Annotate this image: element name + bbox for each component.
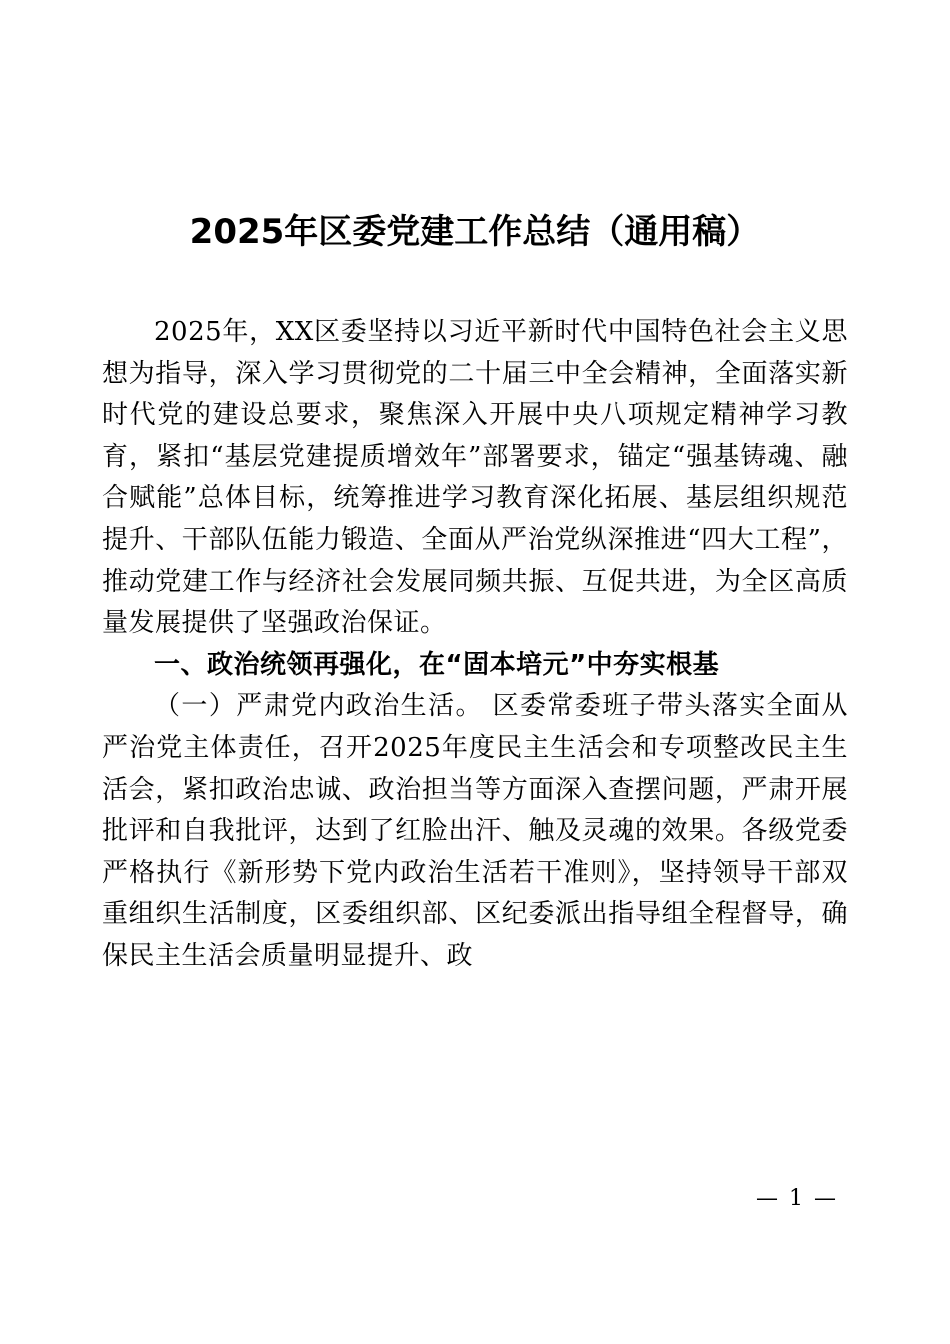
subsection-heading: （一）严肃党内政治生活。 — [154, 691, 483, 722]
section-heading: 一、政治统领再强化，在“固本培元”中夯实根基 — [154, 649, 720, 680]
subsection-text: 区委常委班子带头落实全面从严治党主体责任，召开2025年度民主生活会和专项整改民主生活会，紧扣政治忠诚、政治担当等方面深入查摆问题，严肃开展批评和自我批评，达到了红脸出汗、触及灵魂的效果。各级党委严格执行《新形势下党内政治生活若干准则》，坚持领导干部双重组织生活制度，区委组织部、区纪委派出指导组全程督导，确保民主生活会质量明显提升、政 — [102, 691, 848, 971]
intro-paragraph: 2025年，XX区委坚持以习近平新时代中国特色社会主义思想为指导，深入学习贯彻党的二十届三中全会精神，全面落实新时代党的建设总要求，聚焦深入开展中央八项规定精神学习教育，紧扣“基层党建提质增效年”部署要求，锚定“强基铸魂、融合赋能”总体目标，统筹推进学习教育深化拓展、基层组织规范提升、干部队伍能力锻造、全面从严治党纵深推进“四大工程”，推动党建工作与经济社会发展同频共振、互促共进，为全区高质量发展提供了坚强政治保证。 — [102, 317, 848, 639]
page-number: — 1 — — [756, 1186, 838, 1211]
document-title: 2025年区委党建工作总结（通用稿） — [189, 212, 761, 252]
subsection-paragraph — [102, 686, 848, 977]
document-body — [102, 312, 848, 978]
